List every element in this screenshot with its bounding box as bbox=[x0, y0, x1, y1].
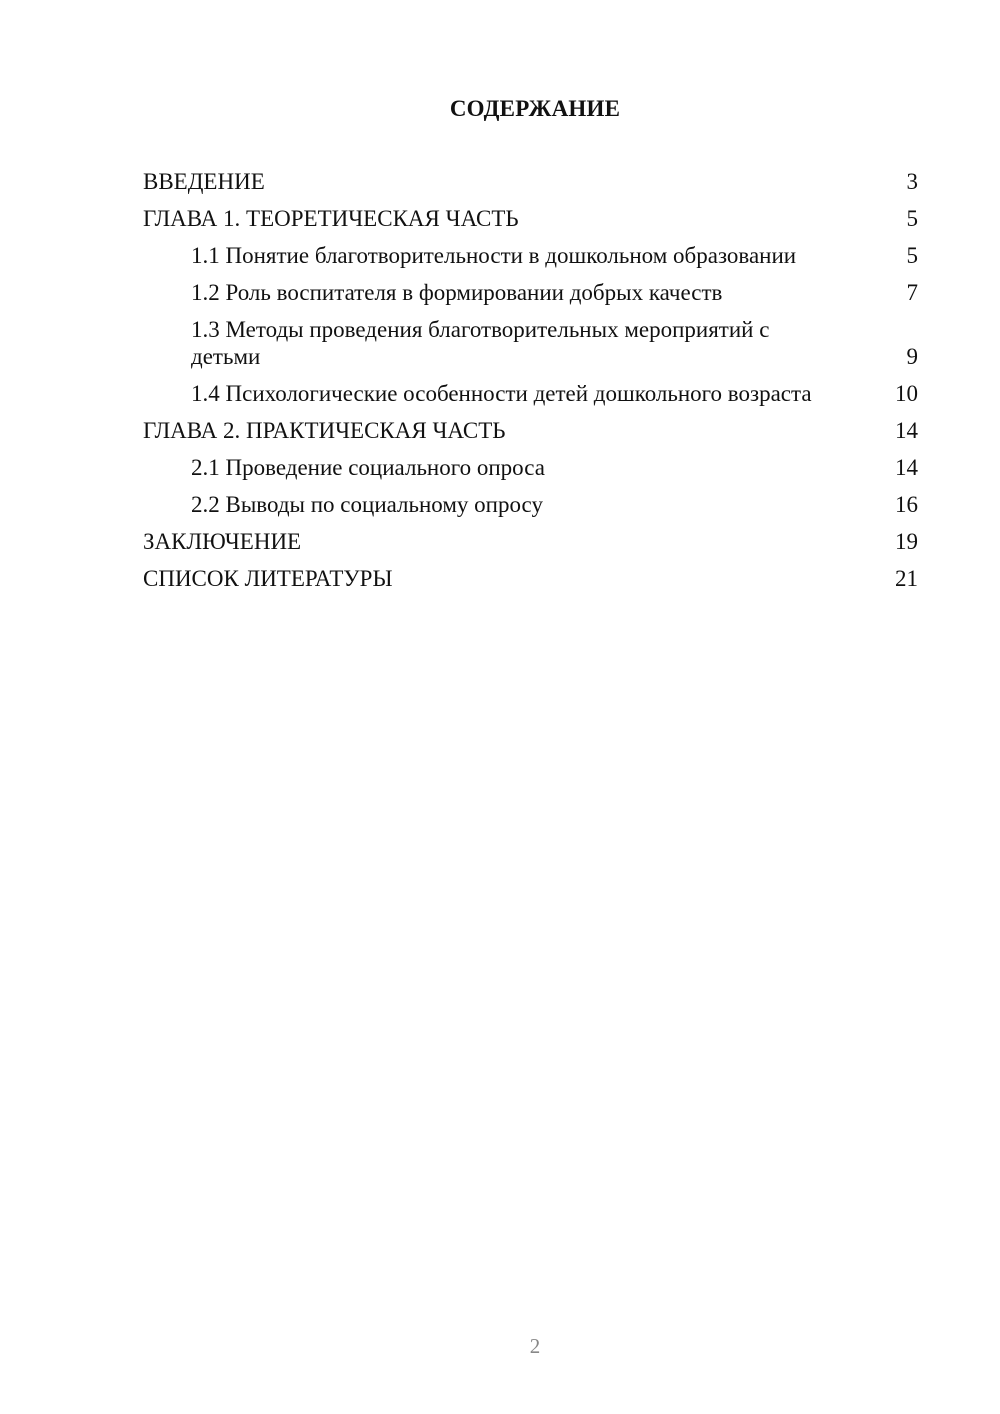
toc-entry-text: 1.3 Методы проведения благотворительных мероприятий с детьми bbox=[191, 317, 770, 369]
toc-entry-text: 2.2 Выводы по социальному опросу bbox=[191, 492, 543, 517]
toc-entry-chapter-1[interactable] bbox=[143, 205, 918, 232]
table-of-contents bbox=[143, 168, 918, 602]
toc-entry-page: 14 bbox=[895, 455, 918, 480]
toc-entry-text: 2.1 Проведение социального опроса bbox=[191, 455, 545, 480]
toc-entry-page: 19 bbox=[895, 529, 918, 554]
toc-entry-section-1-4[interactable] bbox=[143, 380, 918, 407]
toc-entry-section-2-2[interactable] bbox=[143, 491, 918, 518]
toc-entry-text: ЗАКЛЮЧЕНИЕ bbox=[143, 529, 302, 554]
toc-entry-conclusion[interactable] bbox=[143, 528, 918, 555]
toc-entry-text: 1.2 Роль воспитателя в формировании добрых качеств bbox=[191, 280, 723, 305]
toc-entry-introduction[interactable] bbox=[143, 168, 918, 195]
toc-entry-section-2-1[interactable] bbox=[143, 454, 918, 481]
toc-entry-section-1-2[interactable] bbox=[143, 279, 918, 306]
toc-entry-page: 10 bbox=[895, 381, 918, 406]
toc-entry-page: 5 bbox=[906, 243, 918, 268]
toc-entry-page: 14 bbox=[895, 418, 918, 443]
toc-entry-page: 7 bbox=[906, 280, 918, 305]
toc-entry-page: 5 bbox=[906, 206, 918, 231]
toc-entry-text: ГЛАВА 1. ТЕОРЕТИЧЕСКАЯ ЧАСТЬ bbox=[143, 206, 519, 231]
toc-entry-text: 1.1 Понятие благотворительности в дошкольном образовании bbox=[191, 243, 797, 268]
toc-entry-text: ГЛАВА 2. ПРАКТИЧЕСКАЯ ЧАСТЬ bbox=[143, 418, 506, 443]
toc-title: СОДЕРЖАНИЕ bbox=[449, 96, 621, 121]
toc-entry-text: СПИСОК ЛИТЕРАТУРЫ bbox=[143, 566, 393, 591]
toc-entry-text: 1.4 Психологические особенности детей дошкольного возраста bbox=[191, 381, 812, 406]
toc-entry-page: 21 bbox=[895, 566, 918, 591]
toc-entry-bibliography[interactable] bbox=[143, 565, 918, 592]
toc-entry-section-1-3[interactable] bbox=[143, 316, 918, 370]
page-number: 2 bbox=[529, 1334, 541, 1358]
toc-entry-page: 9 bbox=[906, 344, 918, 369]
toc-entry-chapter-2[interactable] bbox=[143, 417, 918, 444]
toc-entry-page: 3 bbox=[906, 169, 918, 194]
toc-entry-text: ВВЕДЕНИЕ bbox=[143, 169, 265, 194]
toc-entry-section-1-1[interactable] bbox=[143, 242, 918, 269]
toc-entry-page: 16 bbox=[895, 492, 918, 517]
